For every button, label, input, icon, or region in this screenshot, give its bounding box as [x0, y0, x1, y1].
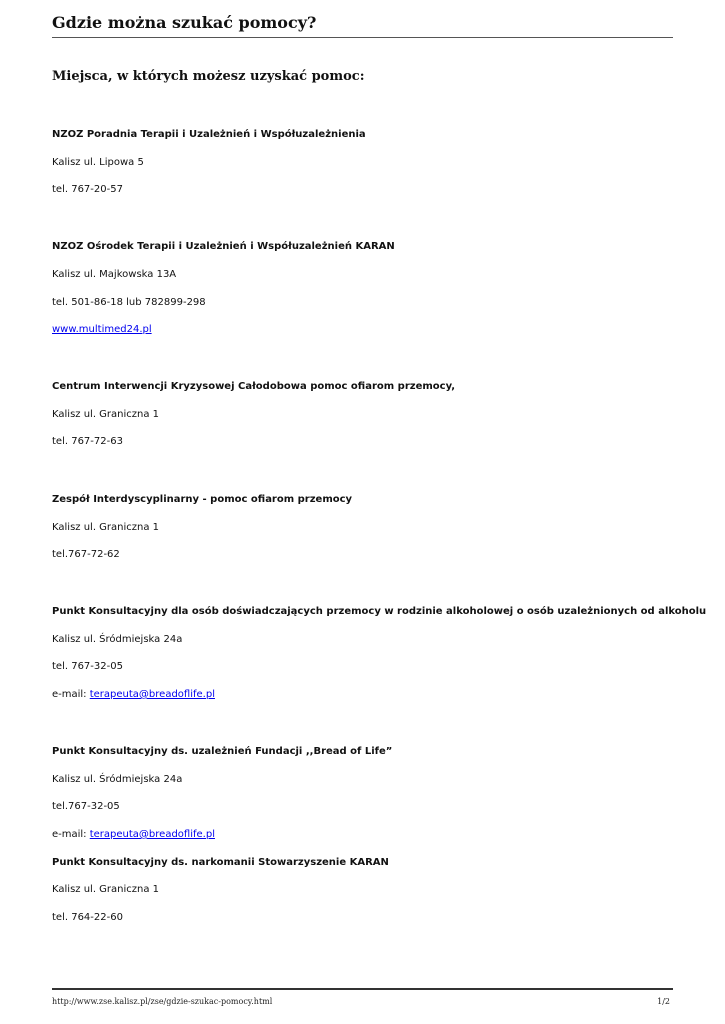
entry-5-address: Kalisz ul. Śródmiejska 24a — [52, 634, 183, 645]
entry-1-name: NZOZ Poradnia Terapii i Uzależnień i Współuzależnienia — [52, 129, 366, 140]
footer-page-number: 1/2 — [657, 997, 670, 1006]
entry-3-name: Centrum Interwencji Kryzysowej Całodobowa pomoc ofiarom przemocy, — [52, 381, 456, 392]
entry-2-phone: tel. 501-86-18 lub 782899-298 — [52, 297, 206, 308]
footer-url: http://www.zse.kalisz.pl/zse/gdzie-szukac-pomocy.html — [52, 997, 273, 1006]
footer-divider — [52, 988, 673, 990]
entry-6-address: Kalisz ul. Śródmiejska 24a — [52, 774, 183, 785]
entry-5-email-link[interactable]: terapeuta@breadoflife.pl — [89, 689, 215, 700]
entry-6-email-link[interactable]: terapeuta@breadoflife.pl — [89, 829, 215, 840]
entry-5-email-line — [52, 688, 215, 702]
entry-1-phone: tel. 767-20-57 — [52, 184, 123, 195]
entry-4-address: Kalisz ul. Graniczna 1 — [52, 522, 160, 533]
entry-5-phone: tel. 767-32-05 — [52, 661, 123, 672]
entry-6-email-line — [52, 828, 215, 842]
entry-6-name: Punkt Konsultacyjny ds. uzależnień Fundacji ,,Bread of Life” — [52, 746, 393, 757]
entry-2-website-link[interactable]: www.multimed24.pl — [52, 324, 152, 335]
title-divider — [52, 37, 673, 38]
page-title: Gdzie można szukać pomocy? — [52, 13, 317, 32]
entry-7-address: Kalisz ul. Graniczna 1 — [52, 884, 160, 895]
entry-5-email-label: e-mail: — [52, 689, 90, 700]
entry-7-phone: tel. 764-22-60 — [52, 912, 123, 923]
section-heading: Miejsca, w których możesz uzyskać pomoc: — [52, 69, 365, 84]
entry-4-phone: tel.767-72-62 — [52, 549, 120, 560]
entry-3-phone: tel. 767-72-63 — [52, 436, 123, 447]
entry-7-name: Punkt Konsultacyjny ds. narkomanii Stowarzyszenie KARAN — [52, 857, 389, 868]
entry-2-website-line — [52, 323, 152, 337]
entry-6-email-label: e-mail: — [52, 829, 90, 840]
entry-5-name: Punkt Konsultacyjny dla osób doświadczających przemocy w rodzinie alkoholowej o osób uzależnionych od alkoholu — [52, 606, 707, 617]
entry-2-address: Kalisz ul. Majkowska 13A — [52, 269, 177, 280]
entry-3-address: Kalisz ul. Graniczna 1 — [52, 409, 160, 420]
entry-6-phone: tel.767-32-05 — [52, 801, 120, 812]
entry-4-name: Zespół Interdyscyplinarny - pomoc ofiarom przemocy — [52, 494, 353, 505]
entry-2-name: NZOZ Ośrodek Terapii i Uzależnień i Współuzależnień KARAN — [52, 241, 395, 252]
entry-1-address: Kalisz ul. Lipowa 5 — [52, 157, 144, 168]
